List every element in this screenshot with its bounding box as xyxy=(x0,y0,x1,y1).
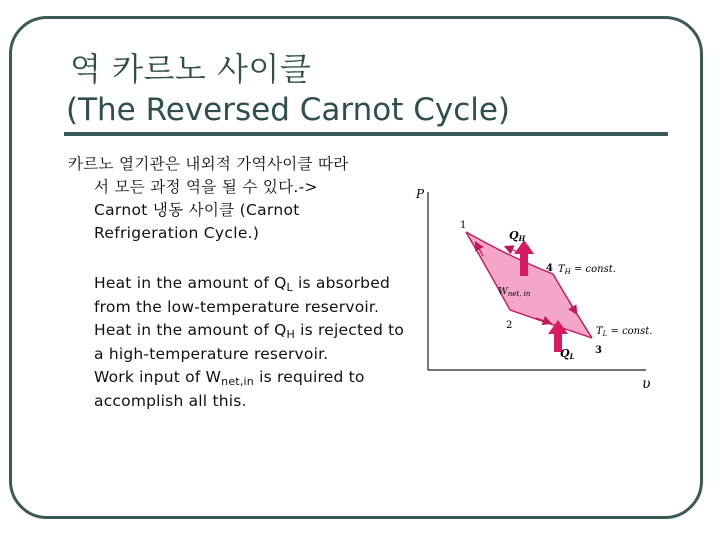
pv-diagram xyxy=(410,182,680,392)
intro-line-3: Carnot 냉동 사이클 (Carnot xyxy=(94,201,300,219)
slide-title-english: (The Reversed Carnot Cycle) xyxy=(66,92,511,128)
intro-line-1: 카르노 열기관은 내외적 가역사이클 따라 xyxy=(68,155,349,173)
qh-label: QH xyxy=(509,229,526,243)
ql-label: QL xyxy=(560,347,575,361)
p3-subscript: net,in xyxy=(221,375,254,388)
x-axis-label: υ xyxy=(642,376,651,392)
paragraph-heat-absorbed xyxy=(94,272,414,319)
title-divider xyxy=(64,132,668,136)
slide-title-korean: 역 카르노 사이클 xyxy=(70,50,312,88)
y-axis-label: P xyxy=(416,187,425,201)
point-4-label: 4 xyxy=(546,263,553,274)
th-const-label: $T_H$ = const. xyxy=(558,264,616,276)
wnet-label: $W_{net, in}$ xyxy=(498,286,531,298)
p2-text-b: is rejected to a high-temperature reservoir. xyxy=(94,321,405,363)
p2-text-a: Heat in the amount of Q xyxy=(94,321,287,339)
intro-line-2: 서 모든 과정 역을 될 수 있다.-> xyxy=(94,178,318,196)
intro-text xyxy=(68,153,408,245)
p3-text-b: is required to accomplish all this. xyxy=(94,368,365,410)
p2-subscript: H xyxy=(286,328,295,341)
paragraph-work-input xyxy=(94,366,414,413)
point-2-label: 2 xyxy=(506,320,513,331)
p3-text-a: Work input of W xyxy=(94,368,222,386)
p1-subscript: L xyxy=(286,281,293,294)
tl-const-label: $T_L$ = const. xyxy=(596,326,653,338)
point-1-label: 1 xyxy=(460,220,467,231)
p1-text-b: is absorbed from the low-temperature reservoir. xyxy=(94,274,390,316)
intro-line-4: Refrigeration Cycle.) xyxy=(94,224,260,242)
body-text xyxy=(94,272,414,413)
p1-text-a: Heat in the amount of Q xyxy=(94,274,287,292)
point-3-label: 3 xyxy=(595,345,602,356)
paragraph-heat-rejected xyxy=(94,319,414,366)
